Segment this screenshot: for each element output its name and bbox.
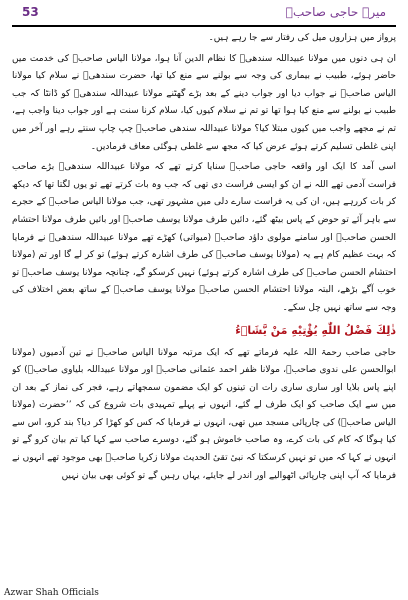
paragraph-2: ان ہی دنوں میں مولانا عبیداللہ سندھیؒ کا نظام الدین آنا ہوا، مولانا الیاس صاحبؒ کی خدمت میں حاضر ہوئے، طبیب نے بیماری کی وجہ سے بولنے سے منع کیا تھا، حضرت سندھیؒ نے سلام کیا مولانا الیاس صاحبؒ نے جواب دیا اور جواب دینے کے بعد بڑے گھٹنے مولانا عبیداللہ سندھیؒ کو ڈانٹا کہ جب طبیب نے بولنے سے منع کیا ہوا تھا تو تم نے سلام کیوں کیا، سلام کرنا سنت ہے اور جواب دینا واجب ہے، تم نے مجھے واجب میں کیوں مبتلا کیا؟ مولانا عبیداللہ سندھی صاحبؒ چپ چاپ سنتے رہے اور آخر میں اپنی غلطی تسلیم کرتے ہوئے عرض کیا کہ مجھ سے غلطی ہوگئی معاف فرمادیں۔ — [12, 53, 396, 152]
quranic-verse: ذٰلِكَ فَضْلُ اللّٰهِ يُؤْتِيْهِ مَنْ يَّشَاۗءُ — [235, 323, 396, 337]
page-body — [12, 30, 396, 582]
header-rule — [12, 25, 396, 27]
paragraph-4: حاجی صاحب رحمۃ اللہ علیہ فرماتے تھے کہ ایک مرتبہ مولانا الیاس صاحبؒ نے تین آدمیوں (مولانا ابوالحسن علی ندوی صاحبؒ، مولانا ظفر احمد عثمانی صاحبؒ اور مولانا عبیداللہ بلیاوی صاحبؒ) کو اپنے پاس بلایا اور ساری ساری رات ان تینوں کو ایک مضمون سمجھاتے رہے، فجر کی نماز کے بعد ان میں سے ایک صاحب کو ایک طرف لے گئے، انہوں نے پہلے تمہیدی بات شروع کی کہ ’’حضرت (مولانا الیاس صاحبؒ) کی چارپائی مسجد میں تھی، انہوں نے فرمایا کہ کس کو کھڑا کر دیا؟ بند کرو، اس سے کیا ہوگا کہ کام کی بات کرے، وہ صاحب خاموش ہو گئے، دوسرے صاحب سے کہا کیا تم بیان کرو گے تو انہوں نے کہا کہ میں تو نہیں کرسکتا کہ نبیٔ تقیٔ الحدیث مولانا زکریا صاحبؒ بھی موجود تھے انہوں نے فرمایا کہ آپ اپنی چارپائی اٹھوالیے اور اندر لے جایئے، یہاں رہیں گے تو کوئی بھی بیان نہیں — [12, 347, 396, 481]
running-title: میرے حاجی صاحبؒ — [285, 5, 386, 19]
footer-watermark: Azwar Shah Officials — [4, 588, 99, 598]
paragraph-1: پرواز میں ہزاروں میل کی رفتار سے جا رہے ہیں۔ — [208, 33, 396, 43]
paragraph-3: اسی آمد کا ایک اور واقعہ حاجی صاحبؒ سنایا کرتے تھے کہ مولانا عبیداللہ سندھیؒ بڑے صاحب فراست آدمی تھے اللہ نے ان کو ایسی فراست دی تھی کہ جب وہ بات کرتے تھے تو یوں لگتا تھا کہ دیکھ کر بات کررہے ہیں، ان کی یہ فراست سارے دلی میں مشہور تھی، جب مولانا الیاس صاحبؒ کے حجرے سے باہر آئے تو حوض کے پاس بیٹھ گئے، دائیں طرف مولانا یوسف صاحبؒ اور بائیں طرف مولانا احتشام الحسن صاحبؒ اور سامنے مولوی داؤد صاحبؒ (میواتی) کھڑے تھے مولانا عبیداللہ سندھیؒ نے فرمایا کہ بہت عظیم کام ہے یہ (مولانا یوسف صاحبؒ کی طرف اشارہ کرتے ہوئے) تو کر لے گا اور تم (مولانا احتشام الحسن صاحبؒ کی طرف اشارہ کرتے ہوئے) نہیں کرسکو گے، چنانچہ مولانا یوسف صاحبؒ تو خوب آگے بڑھے، البتہ مولانا احتشام الحسن صاحبؒ مولانا یوسف صاحبؒ کے ساتھ بعض اختلاف کی وجہ سے ساتھ نہیں چل سکے۔ — [12, 162, 396, 313]
page-header — [0, 0, 408, 30]
page-number: 53 — [22, 5, 39, 19]
